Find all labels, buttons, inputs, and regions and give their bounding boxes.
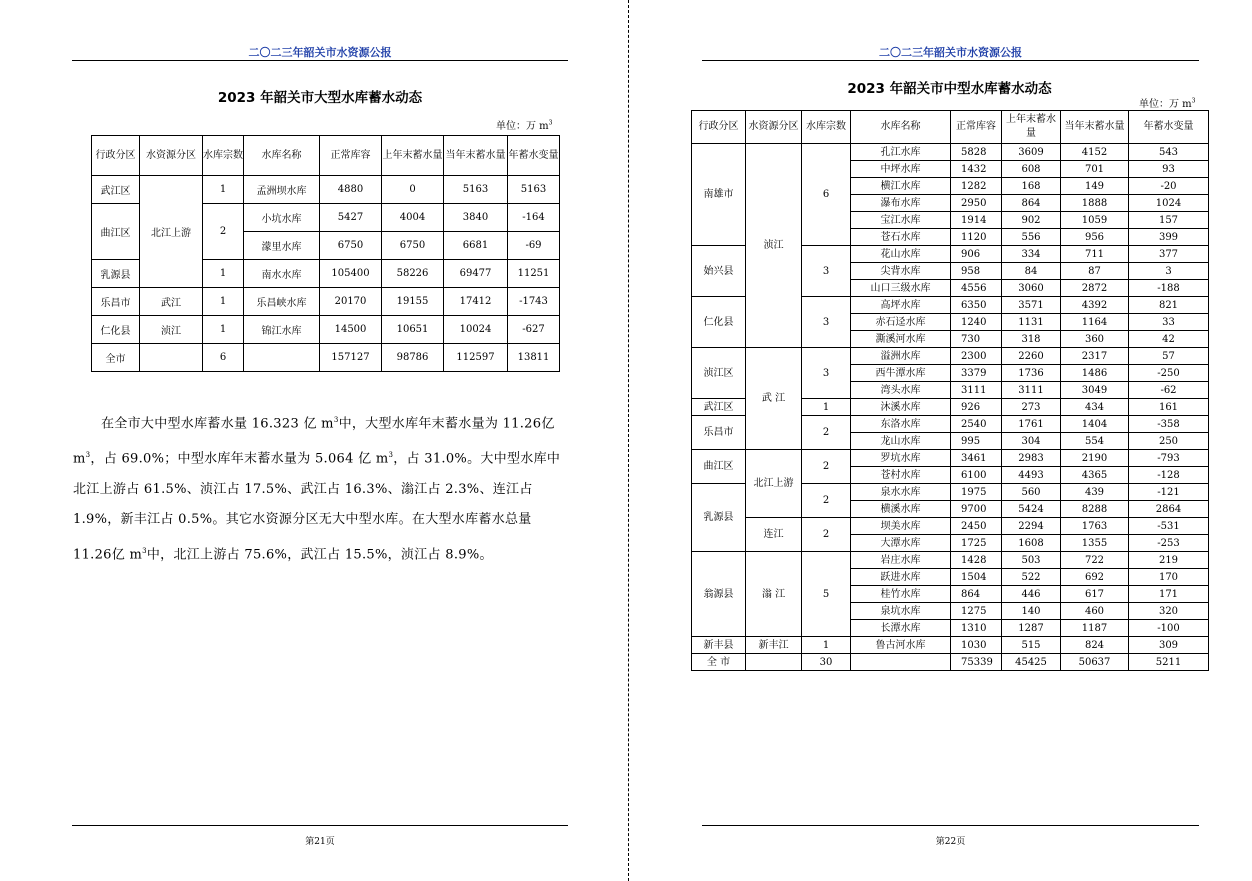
table-row (692, 518, 1209, 535)
capacity-cell: 2950 (951, 195, 1002, 212)
change-cell: 543 (1129, 144, 1209, 161)
capacity-cell: 1030 (951, 637, 1002, 654)
header-cell: 正常库容 (951, 111, 1002, 144)
prev-storage-cell: 902 (1002, 212, 1061, 229)
change-cell: -188 (1129, 280, 1209, 297)
capacity-cell: 14500 (320, 316, 382, 344)
change-cell: 171 (1129, 586, 1209, 603)
change-cell: 2864 (1129, 501, 1209, 518)
change-cell: -100 (1129, 620, 1209, 637)
prev-storage-cell: 1761 (1002, 416, 1061, 433)
header-cell: 正常库容 (320, 136, 382, 176)
basin-cell: 浈江 (140, 316, 203, 344)
prev-storage-cell: 2983 (1002, 450, 1061, 467)
count-cell: 2 (802, 416, 851, 450)
capacity-cell: 105400 (320, 260, 382, 288)
count-cell: 2 (802, 518, 851, 552)
change-cell: 5163 (508, 176, 560, 204)
curr-storage-cell: 554 (1061, 433, 1129, 450)
reservoir-name: 花山水库 (851, 246, 951, 263)
prev-storage-cell: 3111 (1002, 382, 1061, 399)
prev-storage-cell: 608 (1002, 161, 1061, 178)
count-cell: 1 (203, 260, 244, 288)
capacity-cell: 20170 (320, 288, 382, 316)
curr-storage-cell: 460 (1061, 603, 1129, 620)
prev-storage-cell: 98786 (382, 344, 444, 372)
prev-storage-cell: 3609 (1002, 144, 1061, 161)
reservoir-name: 南水水库 (244, 260, 320, 288)
count-cell: 1 (802, 399, 851, 416)
prev-storage-cell: 334 (1002, 246, 1061, 263)
reservoir-name: 赤石迳水库 (851, 314, 951, 331)
curr-storage-cell: 4365 (1061, 467, 1129, 484)
curr-storage-cell: 1763 (1061, 518, 1129, 535)
curr-storage-cell: 824 (1061, 637, 1129, 654)
capacity-cell: 2300 (951, 348, 1002, 365)
count-cell: 5 (802, 552, 851, 637)
header-cell: 年蓄水变量 (508, 136, 560, 176)
prev-storage-cell: 515 (1002, 637, 1061, 654)
count-cell: 3 (802, 297, 851, 348)
capacity-cell: 4556 (951, 280, 1002, 297)
region-cell: 乐昌市 (92, 288, 140, 316)
reservoir-name: 西牛潭水库 (851, 365, 951, 382)
change-cell: -20 (1129, 178, 1209, 195)
header-cell: 水库名称 (851, 111, 951, 144)
change-cell: 821 (1129, 297, 1209, 314)
prev-storage-cell: 304 (1002, 433, 1061, 450)
capacity-cell: 3461 (951, 450, 1002, 467)
prev-storage-cell: 556 (1002, 229, 1061, 246)
prev-storage-cell: 6750 (382, 232, 444, 260)
prev-storage-cell: 19155 (382, 288, 444, 316)
page-header: 二〇二三年韶关市水资源公报 (248, 46, 392, 59)
curr-storage-cell: 50637 (1061, 654, 1129, 671)
count-cell: 2 (802, 450, 851, 484)
change-cell: -164 (508, 204, 560, 232)
change-cell: 157 (1129, 212, 1209, 229)
change-cell: 219 (1129, 552, 1209, 569)
basin-cell: 浈江 (746, 144, 802, 348)
curr-storage-cell: 69477 (444, 260, 508, 288)
region-cell: 乳源县 (692, 484, 746, 552)
change-cell: -250 (1129, 365, 1209, 382)
capacity-cell: 6750 (320, 232, 382, 260)
curr-storage-cell: 701 (1061, 161, 1129, 178)
capacity-cell: 4880 (320, 176, 382, 204)
prev-storage-cell: 2260 (1002, 348, 1061, 365)
change-cell: -121 (1129, 484, 1209, 501)
reservoir-name: 泉坑水库 (851, 603, 951, 620)
capacity-cell: 995 (951, 433, 1002, 450)
table-row (692, 348, 1209, 365)
page-number: 第21页 (305, 837, 335, 847)
table-total-row (92, 344, 560, 372)
region-cell: 乳源县 (92, 260, 140, 288)
reservoir-name: 孟洲坝水库 (244, 176, 320, 204)
prev-storage-cell: 1736 (1002, 365, 1061, 382)
curr-storage-cell: 2317 (1061, 348, 1129, 365)
reservoir-name: 山口三级水库 (851, 280, 951, 297)
curr-storage-cell: 617 (1061, 586, 1129, 603)
count-cell: 1 (203, 316, 244, 344)
capacity-cell: 3379 (951, 365, 1002, 382)
region-cell: 仁化县 (692, 297, 746, 348)
reservoir-name: 湾头水库 (851, 382, 951, 399)
curr-storage-cell: 4152 (1061, 144, 1129, 161)
change-cell: 309 (1129, 637, 1209, 654)
curr-storage-cell: 1187 (1061, 620, 1129, 637)
capacity-cell: 2540 (951, 416, 1002, 433)
prev-storage-cell: 560 (1002, 484, 1061, 501)
change-cell: 1024 (1129, 195, 1209, 212)
region-cell: 仁化县 (92, 316, 140, 344)
prev-storage-cell: 3060 (1002, 280, 1061, 297)
right-page (629, 0, 1252, 881)
header-cell: 上年末蓄水量 (1002, 111, 1061, 144)
prev-storage-cell: 1608 (1002, 535, 1061, 552)
curr-storage-cell: 149 (1061, 178, 1129, 195)
footer-rule (72, 825, 568, 826)
region-cell: 新丰县 (692, 637, 746, 654)
change-cell: 13811 (508, 344, 560, 372)
reservoir-name: 东洛水库 (851, 416, 951, 433)
reservoir-name (244, 344, 320, 372)
basin-cell (140, 344, 203, 372)
change-cell: -793 (1129, 450, 1209, 467)
capacity-cell: 6100 (951, 467, 1002, 484)
reservoir-name: 岩庄水库 (851, 552, 951, 569)
prev-storage-cell: 4004 (382, 204, 444, 232)
prev-storage-cell: 1287 (1002, 620, 1061, 637)
capacity-cell: 3111 (951, 382, 1002, 399)
reservoir-name: 澌溪河水库 (851, 331, 951, 348)
curr-storage-cell: 2190 (1061, 450, 1129, 467)
table-title: 2023 年韶关市中型水库蓄水动态 (847, 81, 1052, 97)
change-cell: -1743 (508, 288, 560, 316)
curr-storage-cell: 1164 (1061, 314, 1129, 331)
change-cell: -358 (1129, 416, 1209, 433)
basin-cell: 连江 (746, 518, 802, 552)
basin-cell: 新丰江 (746, 637, 802, 654)
prev-storage-cell: 273 (1002, 399, 1061, 416)
prev-storage-cell: 45425 (1002, 654, 1061, 671)
reservoir-name: 苍石水库 (851, 229, 951, 246)
capacity-cell: 1914 (951, 212, 1002, 229)
prev-storage-cell: 522 (1002, 569, 1061, 586)
prev-storage-cell: 58226 (382, 260, 444, 288)
prev-storage-cell: 84 (1002, 263, 1061, 280)
curr-storage-cell: 1888 (1061, 195, 1129, 212)
reservoir-name: 鲁古河水库 (851, 637, 951, 654)
curr-storage-cell: 87 (1061, 263, 1129, 280)
curr-storage-cell: 692 (1061, 569, 1129, 586)
table-row (692, 637, 1209, 654)
table-row (692, 552, 1209, 569)
table-row (692, 144, 1209, 161)
large-reservoir-table (91, 135, 560, 372)
region-cell: 武江区 (92, 176, 140, 204)
capacity-cell: 906 (951, 246, 1002, 263)
capacity-cell: 5427 (320, 204, 382, 232)
basin-cell: 武 江 (746, 348, 802, 450)
change-cell: 93 (1129, 161, 1209, 178)
count-cell: 3 (802, 246, 851, 297)
header-cell: 年蓄水变量 (1129, 111, 1209, 144)
prev-storage-cell: 318 (1002, 331, 1061, 348)
reservoir-name: 龙山水库 (851, 433, 951, 450)
capacity-cell: 6350 (951, 297, 1002, 314)
change-cell: 170 (1129, 569, 1209, 586)
prev-storage-cell: 168 (1002, 178, 1061, 195)
basin-cell: 北江上游 (140, 176, 203, 288)
reservoir-name: 锦江水库 (244, 316, 320, 344)
capacity-cell: 1432 (951, 161, 1002, 178)
change-cell: 57 (1129, 348, 1209, 365)
capacity-cell: 5828 (951, 144, 1002, 161)
capacity-cell: 1240 (951, 314, 1002, 331)
prev-storage-cell: 3571 (1002, 297, 1061, 314)
table-header-row (92, 136, 560, 176)
change-cell: 3 (1129, 263, 1209, 280)
curr-storage-cell: 434 (1061, 399, 1129, 416)
prev-storage-cell: 1131 (1002, 314, 1061, 331)
table-total-row (692, 654, 1209, 671)
reservoir-name: 尖背水库 (851, 263, 951, 280)
curr-storage-cell: 17412 (444, 288, 508, 316)
change-cell: 377 (1129, 246, 1209, 263)
curr-storage-cell: 360 (1061, 331, 1129, 348)
reservoir-name: 瀑布水库 (851, 195, 951, 212)
capacity-cell: 157127 (320, 344, 382, 372)
change-cell: -62 (1129, 382, 1209, 399)
prev-storage-cell: 10651 (382, 316, 444, 344)
region-cell: 全 市 (692, 654, 746, 671)
curr-storage-cell: 439 (1061, 484, 1129, 501)
region-cell: 武江区 (692, 399, 746, 416)
reservoir-name: 坝美水库 (851, 518, 951, 535)
curr-storage-cell: 6681 (444, 232, 508, 260)
curr-storage-cell: 3049 (1061, 382, 1129, 399)
prev-storage-cell: 140 (1002, 603, 1061, 620)
change-cell: 5211 (1129, 654, 1209, 671)
table-title: 2023 年韶关市大型水库蓄水动态 (217, 90, 423, 106)
prev-storage-cell: 864 (1002, 195, 1061, 212)
change-cell: 250 (1129, 433, 1209, 450)
basin-cell (746, 654, 802, 671)
capacity-cell: 1428 (951, 552, 1002, 569)
header-cell: 水库宗数 (203, 136, 244, 176)
region-cell: 乐昌市 (692, 416, 746, 450)
change-cell: 33 (1129, 314, 1209, 331)
curr-storage-cell: 1486 (1061, 365, 1129, 382)
reservoir-name: 溢洲水库 (851, 348, 951, 365)
reservoir-name: 罗坑水库 (851, 450, 951, 467)
capacity-cell: 864 (951, 586, 1002, 603)
reservoir-name: 小坑水库 (244, 204, 320, 232)
count-cell: 1 (802, 637, 851, 654)
region-cell: 翁源县 (692, 552, 746, 637)
count-cell: 6 (203, 344, 244, 372)
header-rule (702, 60, 1199, 61)
prev-storage-cell: 0 (382, 176, 444, 204)
reservoir-name: 大潭水库 (851, 535, 951, 552)
header-cell: 水资源分区 (746, 111, 802, 144)
table-header-row (692, 111, 1209, 144)
capacity-cell: 1975 (951, 484, 1002, 501)
count-cell: 2 (203, 204, 244, 260)
reservoir-name: 濛里水库 (244, 232, 320, 260)
curr-storage-cell: 1059 (1061, 212, 1129, 229)
curr-storage-cell: 956 (1061, 229, 1129, 246)
medium-reservoir-table (691, 110, 1209, 671)
region-cell: 全市 (92, 344, 140, 372)
count-cell: 2 (802, 484, 851, 518)
curr-storage-cell: 8288 (1061, 501, 1129, 518)
page-number: 第22页 (935, 837, 966, 847)
curr-storage-cell: 4392 (1061, 297, 1129, 314)
region-cell: 曲江区 (92, 204, 140, 260)
capacity-cell: 75339 (951, 654, 1002, 671)
reservoir-name: 横溪水库 (851, 501, 951, 518)
header-cell: 上年末蓄水量 (382, 136, 444, 176)
curr-storage-cell: 10024 (444, 316, 508, 344)
reservoir-name: 跃进水库 (851, 569, 951, 586)
table-row (692, 450, 1209, 467)
count-cell: 30 (802, 654, 851, 671)
reservoir-name: 高坪水库 (851, 297, 951, 314)
curr-storage-cell: 3840 (444, 204, 508, 232)
region-cell: 浈江区 (692, 348, 746, 399)
curr-storage-cell: 711 (1061, 246, 1129, 263)
footer-rule (702, 825, 1199, 826)
change-cell: 42 (1129, 331, 1209, 348)
count-cell: 3 (802, 348, 851, 399)
curr-storage-cell: 5163 (444, 176, 508, 204)
reservoir-name: 泉水水库 (851, 484, 951, 501)
prev-storage-cell: 4493 (1002, 467, 1061, 484)
unit-label: 单位：万 $m^3$ (1139, 97, 1196, 110)
curr-storage-cell: 112597 (444, 344, 508, 372)
reservoir-name: 桂竹水库 (851, 586, 951, 603)
reservoir-name: 苍村水库 (851, 467, 951, 484)
region-cell: 南雄市 (692, 144, 746, 246)
table-row (92, 176, 560, 204)
curr-storage-cell: 2872 (1061, 280, 1129, 297)
region-cell: 曲江区 (692, 450, 746, 484)
change-cell: -253 (1129, 535, 1209, 552)
capacity-cell: 926 (951, 399, 1002, 416)
capacity-cell: 1120 (951, 229, 1002, 246)
unit-label: 单位：万 $m^3$ (496, 119, 553, 132)
region-cell: 始兴县 (692, 246, 746, 297)
capacity-cell: 1310 (951, 620, 1002, 637)
reservoir-name: 横江水库 (851, 178, 951, 195)
prev-storage-cell: 503 (1002, 552, 1061, 569)
header-cell: 当年末蓄水量 (1061, 111, 1129, 144)
basin-cell: 滃 江 (746, 552, 802, 637)
header-cell: 行政分区 (692, 111, 746, 144)
header-cell: 行政分区 (92, 136, 140, 176)
header-cell: 当年末蓄水量 (444, 136, 508, 176)
table-row (92, 288, 560, 316)
count-cell: 1 (203, 288, 244, 316)
capacity-cell: 958 (951, 263, 1002, 280)
count-cell: 1 (203, 176, 244, 204)
change-cell: -627 (508, 316, 560, 344)
change-cell: 11251 (508, 260, 560, 288)
change-cell: -531 (1129, 518, 1209, 535)
header-cell: 水资源分区 (140, 136, 203, 176)
capacity-cell: 9700 (951, 501, 1002, 518)
reservoir-name: 中坪水库 (851, 161, 951, 178)
reservoir-name: 长潭水库 (851, 620, 951, 637)
prev-storage-cell: 5424 (1002, 501, 1061, 518)
capacity-cell: 1725 (951, 535, 1002, 552)
curr-storage-cell: 1355 (1061, 535, 1129, 552)
capacity-cell: 1282 (951, 178, 1002, 195)
summary-paragraph: 在全市大中型水库蓄水量 16.323 亿 $m^3$中，大型水库年末蓄水量为 11.26亿 $m^3$，占 69.0%；中型水库年末蓄水量为 5.064 亿 $m^3$，占 31.0%。大中型水库中北江上游占 61.5%、浈江占 17.5%、武江占 16.3%、滃江占 2.3%、连江占 1.9%，新丰江占 0.5%。其它水资源分区无大中型水库。在大型水库蓄水总量 11.26亿 $m^3$中，北江上游占 75.6%，武江占 15.5%，浈江占 8.9%。 (73, 416, 561, 562)
page-header: 二〇二三年韶关市水资源公报 (879, 46, 1022, 59)
reservoir-name: 孔江水库 (851, 144, 951, 161)
reservoir-name: 沐溪水库 (851, 399, 951, 416)
prev-storage-cell: 446 (1002, 586, 1061, 603)
reservoir-name (851, 654, 951, 671)
header-cell: 水库名称 (244, 136, 320, 176)
capacity-cell: 1504 (951, 569, 1002, 586)
change-cell: -69 (508, 232, 560, 260)
header-rule (72, 60, 568, 61)
change-cell: 399 (1129, 229, 1209, 246)
curr-storage-cell: 722 (1061, 552, 1129, 569)
header-cell: 水库宗数 (802, 111, 851, 144)
basin-cell: 武江 (140, 288, 203, 316)
table-row (92, 316, 560, 344)
change-cell: 161 (1129, 399, 1209, 416)
capacity-cell: 2450 (951, 518, 1002, 535)
reservoir-name: 乐昌峡水库 (244, 288, 320, 316)
count-cell: 6 (802, 144, 851, 246)
prev-storage-cell: 2294 (1002, 518, 1061, 535)
change-cell: 320 (1129, 603, 1209, 620)
capacity-cell: 730 (951, 331, 1002, 348)
curr-storage-cell: 1404 (1061, 416, 1129, 433)
change-cell: -128 (1129, 467, 1209, 484)
basin-cell: 北江上游 (746, 450, 802, 518)
capacity-cell: 1275 (951, 603, 1002, 620)
reservoir-name: 宝江水库 (851, 212, 951, 229)
